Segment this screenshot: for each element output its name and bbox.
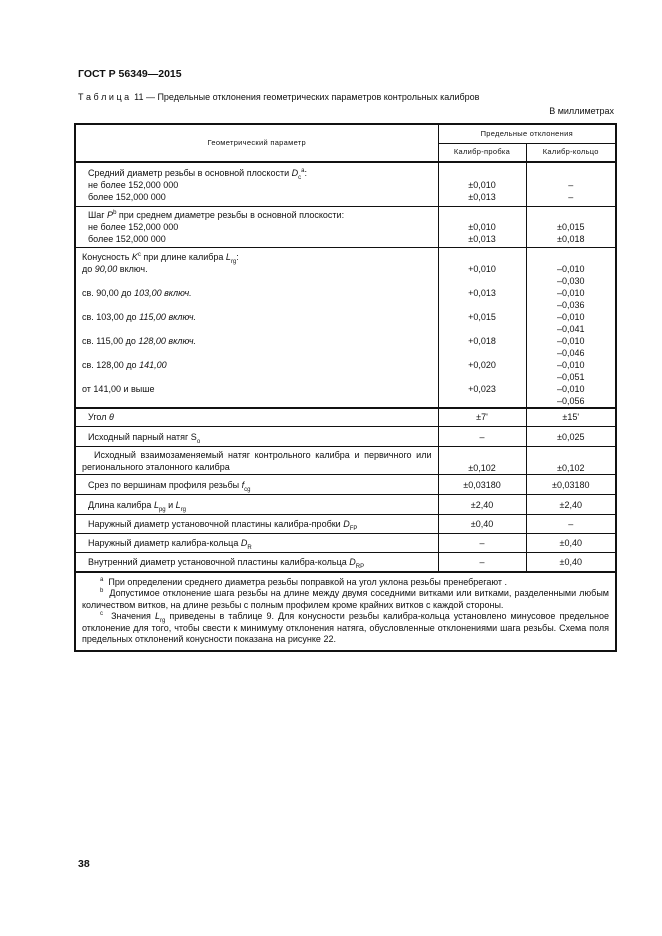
taper-ring-values: –0,010 –0,041 [556, 311, 585, 334]
plug-cell: – [438, 427, 526, 447]
table-row [75, 162, 616, 206]
document-title: ГОСТ Р 56349—2015 [78, 68, 182, 80]
ring-cell: ±0,40 [526, 534, 616, 553]
param-cell: Исходный взаимозаменяемый натяг контрольного калибра и первичного или регионального эталонного калибра [75, 447, 438, 475]
param-cell: Конусность $K^c$ при длине калибра $L_{rg}$: до 90,00 включ. св. 90,00 до 103,00 включ. св. 103,00 до 115,00 включ. св. 115,00 до 128,00 включ. св. 128,00 до 141,00 от 141,00 и выше [75, 247, 438, 408]
plug-cell: ±0,010 ±0,013 [438, 206, 526, 247]
taper-ring-values: –0,010 –0,051 [556, 359, 585, 382]
table-row [75, 447, 616, 475]
taper-ring-values: –0,010 –0,036 [556, 287, 585, 310]
param-cell: Исходный парный натяг $S_o$ [75, 427, 438, 447]
param-cell: Угол θ [75, 408, 438, 427]
units-label: В миллиметрах [549, 106, 614, 116]
col-header-ring: Калибр-кольцо [526, 143, 616, 162]
ring-cell: ±2,40 [526, 495, 616, 515]
table-row [75, 534, 616, 553]
footnote-c: $^c$ Значения $L_{rg}$ приведены в таблице 9. Для конусности резьбы калибра-кольца установлено минусовое предельное отклонение для того, чтобы свести к минимуму отклонения натяга, обусловленные отклонениями шага резьбы. Схема поля предельных отклонений конусности показана на рисунке 22. [82, 611, 610, 644]
taper-plug-value: +0,018 [468, 335, 496, 346]
taper-plug-value: +0,010 [468, 263, 496, 274]
table-row [75, 553, 616, 572]
param-cell: Длина калибра $L_{pg}$ и $L_{rg}$ [75, 495, 438, 515]
ring-cell: ±0,102 [526, 447, 616, 475]
col-header-param: Геометрический параметр [75, 124, 438, 162]
param-cell: Внутренний диаметр установочной пластины калибра-кольца $D_{RP}$ [75, 553, 438, 572]
page-number: 38 [78, 858, 90, 870]
table-caption: Т а б л и ц а 11 — Предельные отклонения геометрических параметров контрольных калибров [78, 92, 480, 102]
ring-cell: ±0,40 [526, 553, 616, 572]
param-cell: Шаг $P^b$ при среднем диаметре резьбы в основной плоскости: не более 152,000 000 более 152,000 000 [75, 206, 438, 247]
param-cell: Срез по вершинам профиля резьбы $f_{cg}$ [75, 475, 438, 495]
table-row [75, 495, 616, 515]
footnotes [75, 572, 616, 651]
plug-cell: ±0,102 [438, 447, 526, 475]
plug-cell: ±0,03180 [438, 475, 526, 495]
col-header-plug: Калибр-пробка [438, 143, 526, 162]
plug-cell: ±2,40 [438, 495, 526, 515]
deviations-table [74, 123, 617, 652]
taper-range: св. 103,00 до 115,00 включ. [82, 311, 196, 322]
ring-cell: ±15' [526, 408, 616, 427]
taper-plug-value: +0,013 [468, 287, 496, 298]
ring-cell: ±0,03180 [526, 475, 616, 495]
footnotes-row [75, 572, 616, 651]
taper-range: св. 128,00 до 141,00 [82, 359, 167, 370]
plug-cell: – [438, 553, 526, 572]
taper-range: св. 115,00 до 128,00 включ. [82, 335, 196, 346]
table-row [75, 408, 616, 427]
table-row [75, 475, 616, 495]
footnote-b: $^b$ Допустимое отклонение шага резьбы на длине между двумя соседними витками или витками, разделенными любым количеством витков, на длине резьбы с полным профилем кроме крайних витков с каждой стороны. [82, 588, 609, 610]
taper-ring-values: –0,010 –0,056 [556, 383, 585, 406]
table-row [75, 515, 616, 534]
ring-cell: – – [526, 162, 616, 206]
taper-range: до 90,00 включ. [82, 263, 148, 274]
taper-plug-value: +0,020 [468, 359, 496, 370]
footnote-a: $^a$ При определении среднего диаметра резьбы поправкой на угол уклона резьбы пренебрегают . [100, 576, 508, 587]
ring-cell: ±0,015 ±0,018 [526, 206, 616, 247]
ring-cell: ±0,025 [526, 427, 616, 447]
plug-cell: – [438, 534, 526, 553]
taper-plug-value: +0,023 [468, 383, 496, 394]
plug-cell [438, 247, 526, 408]
param-cell: Наружный диаметр калибра-кольца $D_R$ [75, 534, 438, 553]
plug-cell: ±0,40 [438, 515, 526, 534]
param-cell: Средний диаметр резьбы в основной плоскости $D_c^a$: не более 152,000 000 более 152,000 000 [75, 162, 438, 206]
col-header-deviations: Предельные отклонения [438, 124, 616, 143]
taper-range: от 141,00 и выше [82, 383, 155, 394]
taper-ring-values: –0,010 –0,046 [556, 335, 585, 358]
table-row [75, 247, 616, 408]
plug-cell: ±7' [438, 408, 526, 427]
table-row [75, 427, 616, 447]
ring-cell: – [526, 515, 616, 534]
param-cell: Наружный диаметр установочной пластины калибра-пробки $D_{FP}$ [75, 515, 438, 534]
ring-cell [526, 247, 616, 408]
taper-ring-values: –0,010 –0,030 [556, 263, 585, 286]
taper-range: св. 90,00 до 103,00 включ. [82, 287, 192, 298]
table-row [75, 206, 616, 247]
plug-cell: ±0,010 ±0,013 [438, 162, 526, 206]
taper-plug-value: +0,015 [468, 311, 496, 322]
